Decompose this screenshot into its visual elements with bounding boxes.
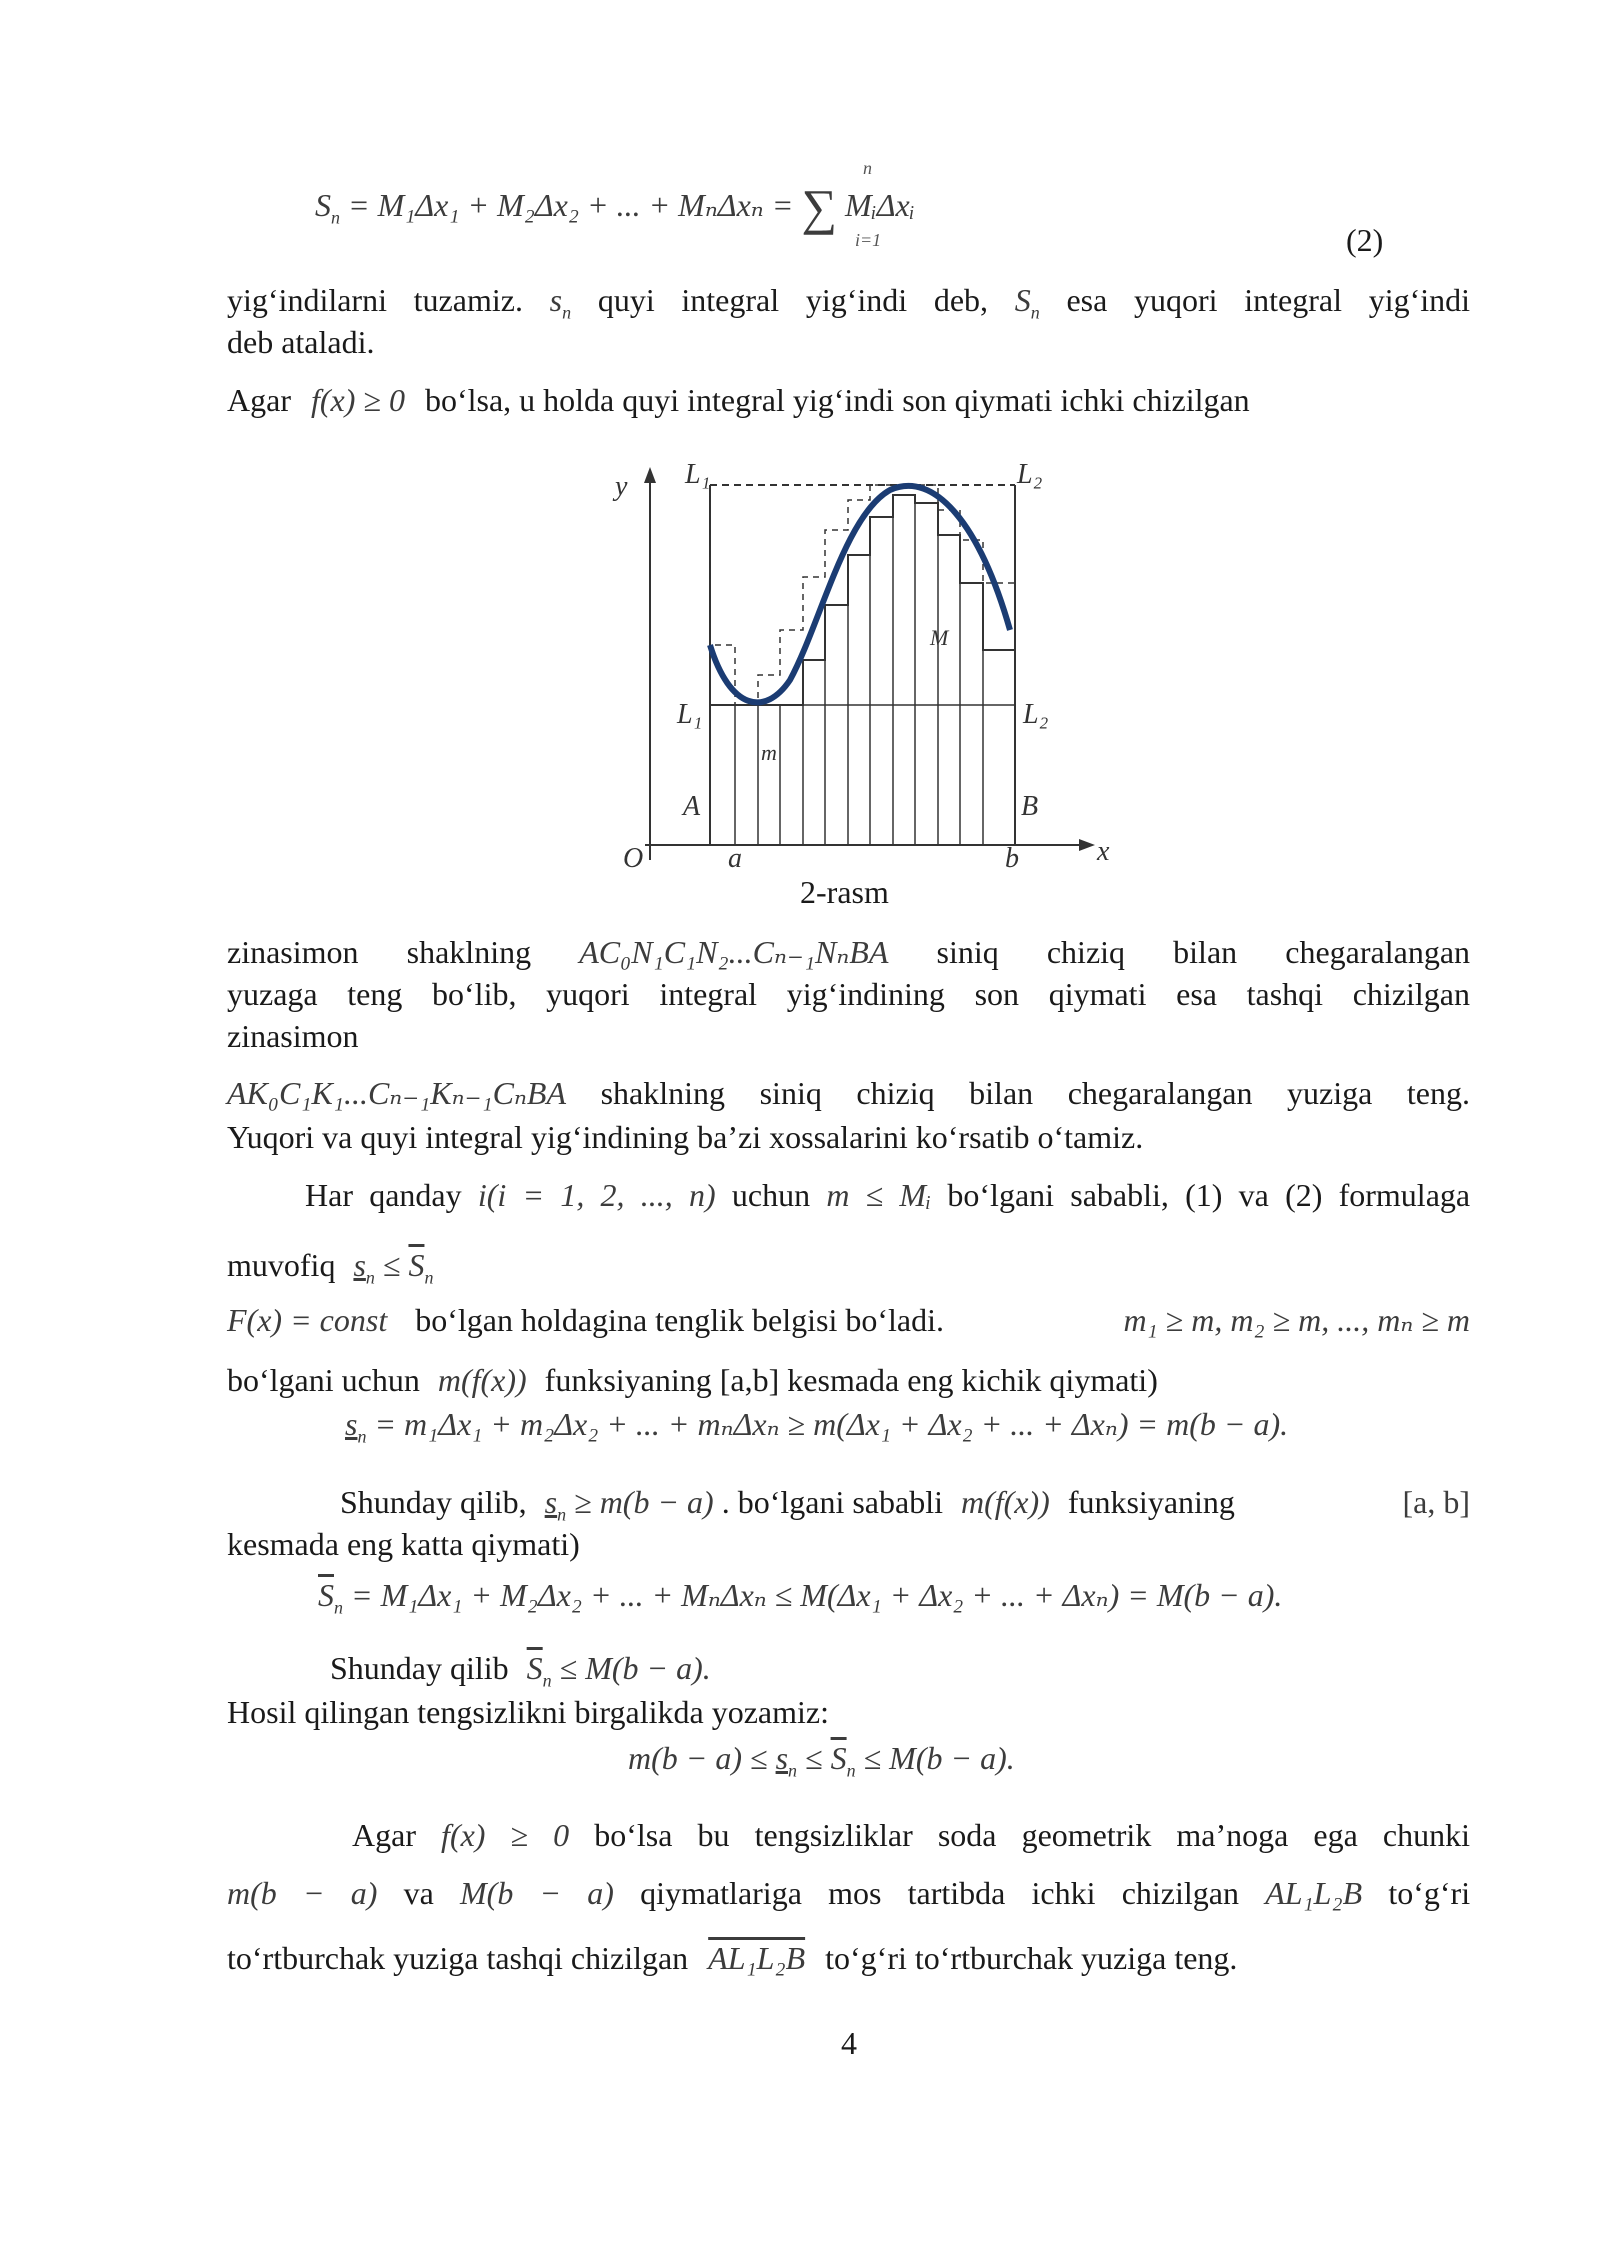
equation-lower-sum: $s_n = m_1\Delta x_1 + m_2\Delta x_2$ + ... + mₙΔxₙ ≥ m(Δx₁ + Δx₂ + ... + Δxₙ) = m(b − a). xyxy=(345,1406,1289,1447)
text: va xyxy=(403,1875,434,1911)
para4-line3 xyxy=(227,1300,1470,1340)
strip-lines xyxy=(735,495,983,845)
math-polyline-outer: AK₀C₁K₁...Cₙ₋₁Kₙ₋₁CₙBA xyxy=(227,1075,567,1111)
math-polyline-inner: AC₀N₁C₁N₂...Cₙ₋₁NₙBA xyxy=(579,934,889,970)
para3-line3: zinasimon xyxy=(227,1018,359,1054)
para3-line1 xyxy=(227,932,1470,972)
text: Agar xyxy=(227,382,291,418)
text: . bo‘lgani sababli xyxy=(721,1484,943,1520)
para1-line2: deb ataladi. xyxy=(227,324,375,360)
para6-line1 xyxy=(352,1815,1470,1855)
para4-line1 xyxy=(305,1175,1470,1215)
math-index-range: i(i = 1, 2, ..., n) xyxy=(477,1177,716,1213)
text: yig‘indilarni tuzamiz. xyxy=(227,282,523,318)
equation-combined: $m(b - a) \le s_n \le \overline{S}_n \le M(b - a)$. xyxy=(628,1740,1015,1781)
text: qiymatlariga mos tartibda ichki chizilgan xyxy=(640,1875,1239,1911)
text: bo‘lsa, u holda quyi integral yig‘indi son qiymati ichki chizilgan xyxy=(424,382,1250,418)
para4-line2 xyxy=(227,1245,1470,1297)
text: siniq chiziq bilan chegaralangan xyxy=(936,934,1471,970)
equation-number: (2) xyxy=(1346,222,1384,258)
para5-line2: kesmada eng katta qiymati) xyxy=(227,1526,580,1562)
math-s-ge-mba: $s_n \ge m(b - a)$ xyxy=(544,1484,714,1525)
figure-caption: 2-rasm xyxy=(800,874,889,910)
text: esa yuqori integral yig‘indi xyxy=(1066,282,1471,318)
x-axis-arrow xyxy=(1079,839,1095,851)
label-b: b xyxy=(1005,843,1019,874)
text: Har qanday xyxy=(305,1177,462,1213)
para3-line4 xyxy=(227,1073,1470,1113)
label-y: y xyxy=(615,471,628,502)
equation-upper-sum xyxy=(315,178,915,236)
text: Shunday qilib, xyxy=(340,1484,527,1520)
sigma-upper-limit: n xyxy=(863,158,872,178)
text: quyi integral yig‘indi deb, xyxy=(597,282,989,318)
page-number: 4 xyxy=(841,2025,857,2061)
para5-line4: Hosil qilingan tengsizlikni birgalikda yozamiz: xyxy=(227,1694,829,1730)
math-interval: [a, b] xyxy=(1402,1484,1470,1520)
label-x: x xyxy=(1097,836,1110,867)
text: uchun xyxy=(731,1177,811,1213)
math-s-le-S: $s_n \le \overline{S}_n$ xyxy=(353,1247,434,1288)
text: bo‘lgan holdagina tenglik belgisi bo‘ladi. xyxy=(415,1302,944,1338)
y-axis-arrow xyxy=(644,467,656,483)
text: funksiyaning xyxy=(1067,1484,1235,1520)
math-s-lower: $s_n$ xyxy=(549,282,572,323)
math-m-fx: m(f(x)) xyxy=(960,1484,1050,1520)
math-mba: m(b − a) xyxy=(227,1875,378,1911)
text: Shunday qilib xyxy=(330,1650,509,1686)
text: muvofiq xyxy=(227,1247,336,1283)
math-S-upper: $S_n$ xyxy=(1014,282,1040,323)
math-m-le-Mi: m ≤ Mᵢ xyxy=(826,1177,932,1213)
label-L1-bottom: L₁ xyxy=(677,699,703,730)
label-L1-top: L₁ xyxy=(685,459,711,490)
text: to‘rtburchak yuziga tashqi chizilgan xyxy=(227,1940,689,1976)
para2-line xyxy=(227,380,1470,420)
label-A: A xyxy=(683,791,701,822)
figure-integral-sums xyxy=(605,455,1125,875)
para3-line5: Yuqori va quyi integral yig‘indining ba’zi xossalarini ko‘rsatib o‘tamiz. xyxy=(227,1119,1144,1155)
para3-line2: yuzaga teng bo‘lib, yuqori integral yig‘indining son qiymati esa tashqi chizilgan xyxy=(227,976,1470,1012)
text: to‘g‘ri xyxy=(1388,1875,1471,1911)
math-condition: f(x) ≥ 0 xyxy=(310,382,405,418)
math-al1l2b: AL₁L₂B xyxy=(1265,1875,1363,1911)
equation-upper-bound: $\overline{S}_n = M_1\Delta x_1 + M_2\Delta x_2$ + ... + MₙΔxₙ ≤ M(Δx₁ + Δx₂ + ... + Δxₙ) = M(b − a). xyxy=(318,1577,1283,1618)
label-a: a xyxy=(728,843,742,874)
math-Mba: M(b − a) xyxy=(460,1875,614,1911)
math-al1l2b-bar: AL₁L₂B xyxy=(708,1940,806,1976)
para6-line2 xyxy=(227,1873,1470,1913)
text: shaklning siniq chiziq bilan chegaralangan yuziga teng. xyxy=(600,1075,1471,1111)
sigma-symbol: ∑ xyxy=(801,179,837,235)
para6-line3 xyxy=(227,1938,1470,1978)
eq-rhs: = M₁Δx₁ + M₂Δx₂ + ... + MₙΔxₙ = xyxy=(348,187,794,223)
label-m: m xyxy=(761,740,777,765)
label-B: B xyxy=(1021,791,1039,822)
text: funksiyaning [a,b] kesmada eng kichik qiymati) xyxy=(544,1362,1158,1398)
text: bo‘lgani uchun xyxy=(227,1362,420,1398)
sigma-lower-limit: i=1 xyxy=(855,230,882,250)
text: to‘g‘ri to‘rtburchak yuziga teng. xyxy=(825,1940,1238,1976)
label-L2-bottom: L₂ xyxy=(1023,699,1049,730)
label-M: M xyxy=(930,625,949,650)
math-condition: f(x) ≥ 0 xyxy=(441,1817,570,1853)
label-origin: O xyxy=(623,843,644,874)
eq-lhs: S xyxy=(315,187,331,223)
math-S-le-Mba: $\overline{S}_n \le M(b - a)$. xyxy=(526,1650,711,1691)
function-curve xyxy=(710,486,1010,702)
para4-line4 xyxy=(227,1360,1470,1400)
text: Agar xyxy=(352,1817,416,1853)
text: bo‘lsa bu tengsizliklar soda geometrik ma’noga ega chunki xyxy=(594,1817,1471,1853)
math-m-fx: m(f(x)) xyxy=(437,1362,527,1398)
math-m-list: m₁ ≥ m, m₂ ≥ m, ..., mₙ ≥ m xyxy=(1123,1302,1470,1338)
text: bo‘lgani sababli, (1) va (2) formulaga xyxy=(947,1177,1471,1213)
eq-lhs-sub: n xyxy=(331,207,340,228)
eq-sum-term: MᵢΔxᵢ xyxy=(844,187,915,223)
label-L2-top: L₂ xyxy=(1017,459,1043,490)
text: zinasimon shaklning xyxy=(227,934,532,970)
math-f-const: F(x) = const xyxy=(227,1302,388,1338)
